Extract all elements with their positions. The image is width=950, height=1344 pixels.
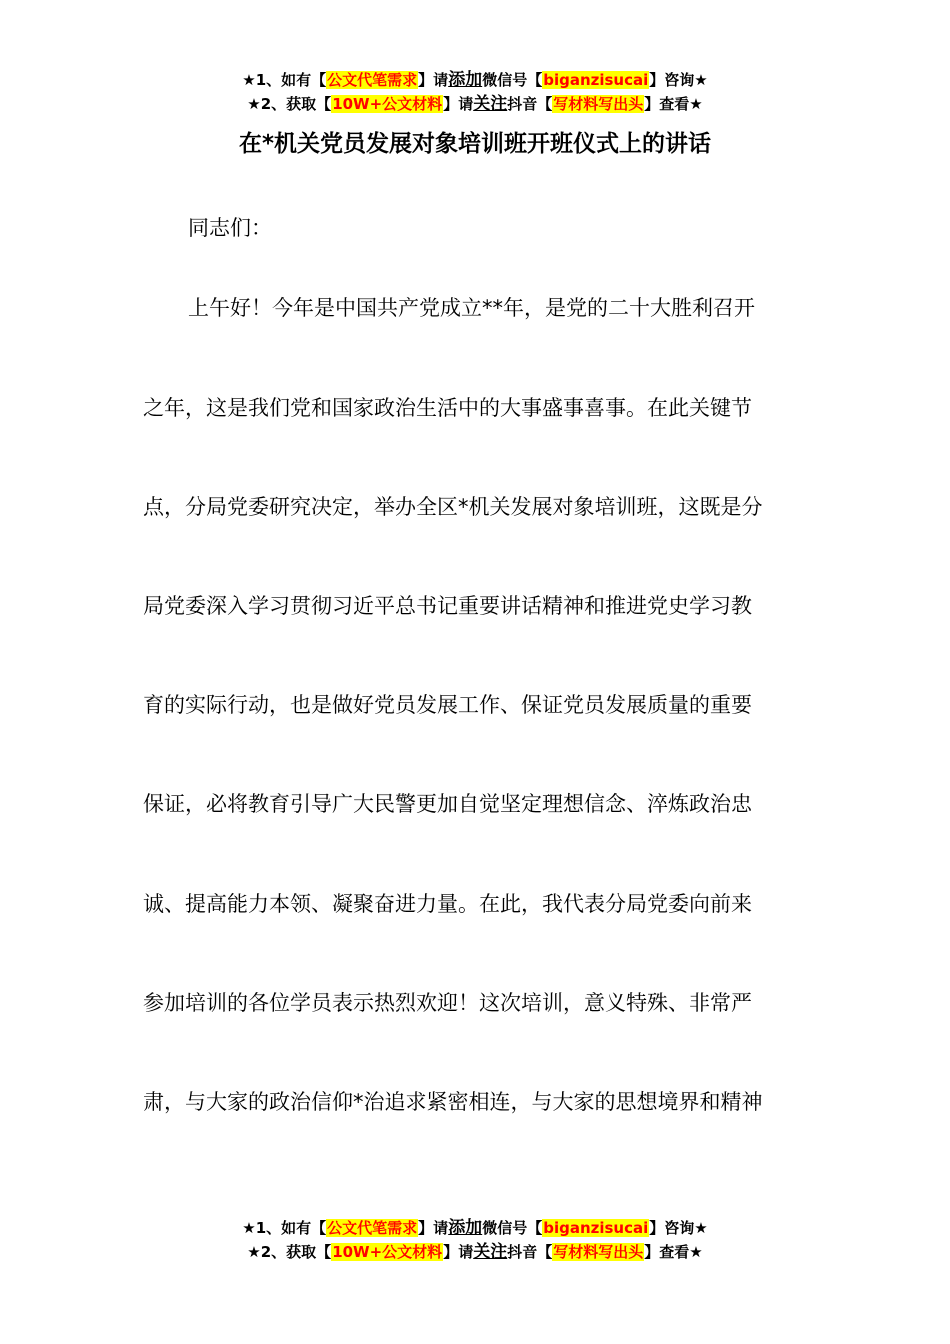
banner-highlight-wechat-id: biganzisucai [543, 71, 649, 89]
banner-emphasis-add: 添加 [448, 70, 483, 90]
banner-line-1-suffix: 】咨询★ [649, 71, 708, 89]
footer-highlight-wechat-id: biganzisucai [543, 1219, 649, 1237]
banner-line-1-mid1: 】请 [418, 71, 449, 89]
banner-emphasis-follow: 关注 [473, 94, 508, 114]
body-line: 保证，必将教育引导广大民警更加自觉坚定理想信念、淬炼政治忠 [143, 792, 752, 816]
footer-line-1-prefix: ★1、如有【 [242, 1219, 327, 1237]
footer-highlight-writing-service: 公文代笔需求 [327, 1219, 418, 1237]
footer-highlight-douyin-account: 写材料写出头 [553, 1243, 644, 1261]
footer-line-1-mid2: 微信号【 [482, 1219, 543, 1237]
document-title: 在*机关党员发展对象培训班开班仪式上的讲话 [238, 131, 712, 157]
footer-line-2-suffix: 】查看★ [644, 1243, 703, 1261]
body-line: 局党委深入学习贯彻习近平总书记重要讲话精神和推进党史学习教 [143, 594, 752, 618]
banner-line-2-prefix: ★2、获取【 [247, 95, 332, 113]
banner-line-1-prefix: ★1、如有【 [242, 71, 327, 89]
footer-emphasis-follow: 关注 [473, 1242, 508, 1262]
banner-line-2-suffix: 】查看★ [644, 95, 703, 113]
footer-line-2-prefix: ★2、获取【 [247, 1243, 332, 1261]
footer-line-1-mid1: 】请 [418, 1219, 449, 1237]
banner-line-2 [0, 92, 950, 116]
footer-banner [0, 1216, 950, 1264]
body-line: 点，分局党委研究决定，举办全区*机关发展对象培训班，这既是分 [143, 495, 763, 519]
footer-highlight-materials: 10W+公文材料 [332, 1243, 443, 1261]
body-line: 育的实际行动，也是做好党员发展工作、保证党员发展质量的重要 [143, 693, 752, 717]
footer-line-2-mid1: 】请 [443, 1243, 474, 1261]
header-banner [0, 68, 950, 116]
body-line: 肃，与大家的政治信仰*治追求紧密相连，与大家的思想境界和精神 [143, 1090, 763, 1114]
salutation: 同志们： [188, 216, 272, 240]
body-line: 诚、提高能力本领、凝聚奋进力量。在此，我代表分局党委向前来 [143, 892, 752, 916]
footer-banner-line-2 [0, 1240, 950, 1264]
footer-banner-line-1 [0, 1216, 950, 1240]
body-line: 参加培训的各位学员表示热烈欢迎！这次培训，意义特殊、非常严 [143, 991, 752, 1015]
footer-line-2-mid2: 抖音【 [507, 1243, 553, 1261]
banner-highlight-writing-service: 公文代笔需求 [327, 71, 418, 89]
body-line: 上午好！今年是中国共产党成立**年，是党的二十大胜利召开 [188, 296, 755, 320]
footer-emphasis-add: 添加 [448, 1218, 483, 1238]
banner-highlight-materials: 10W+公文材料 [332, 95, 443, 113]
banner-line-2-mid2: 抖音【 [507, 95, 553, 113]
body-line: 之年，这是我们党和国家政治生活中的大事盛事喜事。在此关键节 [143, 396, 752, 420]
banner-line-2-mid1: 】请 [443, 95, 474, 113]
banner-line-1-mid2: 微信号【 [482, 71, 543, 89]
banner-line-1 [0, 68, 950, 92]
banner-highlight-douyin-account: 写材料写出头 [553, 95, 644, 113]
footer-line-1-suffix: 】咨询★ [649, 1219, 708, 1237]
